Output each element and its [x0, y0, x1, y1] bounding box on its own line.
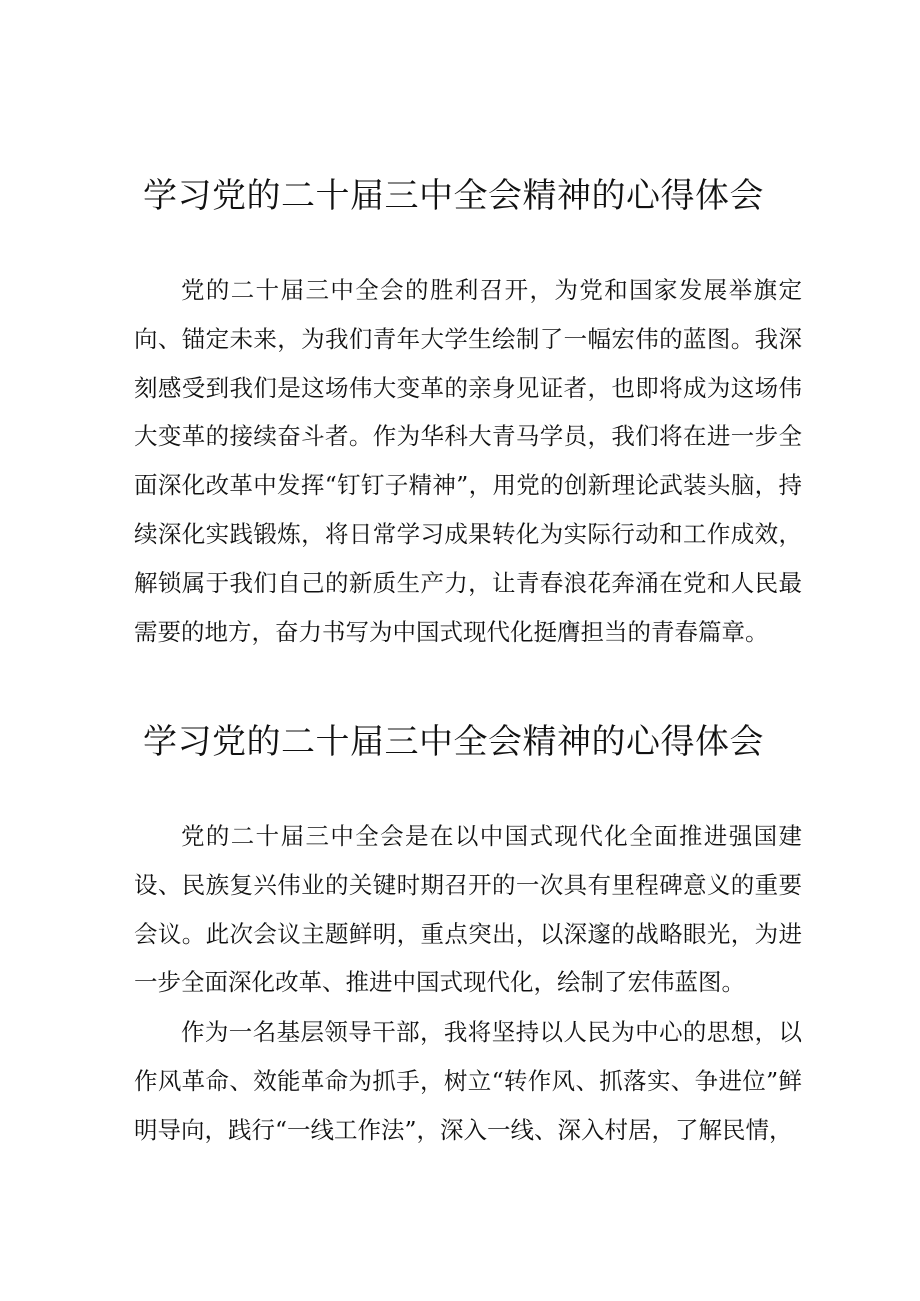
section-1-title: 学习党的二十届三中全会精神的心得体会: [143, 176, 764, 216]
section-2-title: 学习党的二十届三中全会精神的心得体会: [143, 722, 764, 762]
section-2-paragraph-1: 党的二十届三中全会是在以中国式现代化全面推进强国建设、民族复兴伟业的关键时期召开的一次具有里程碑意义的重要会议。此次会议主题鲜明，重点突出，以深邃的战略眼光，为进一步全面深化改革、推进中国式现代化，绘制了宏伟蓝图。: [134, 822, 802, 997]
section-1-paragraph-1: 党的二十届三中全会的胜利召开，为党和国家发展举旗定向、锚定未来，为我们青年大学生绘制了一幅宏伟的蓝图。我深刻感受到我们是这场伟大变革的亲身见证者，也即将成为这场伟大变革的接续奋斗者。作为华科大青马学员，我们将在进一步全面深化改革中发挥“钉钉子精神”，用党的创新理论武装头脑，持续深化实践锻炼，将日常学习成果转化为实际行动和工作成效，解锁属于我们自己的新质生产力，让青春浪花奔涌在党和人民最需要的地方，奋力书写为中国式现代化挺膺担当的青春篇章。: [134, 276, 802, 646]
section-2-paragraph-2: 作为一名基层领导干部，我将坚持以人民为中心的思想，以作风革命、效能革命为抓手，树立“转作风、抓落实、争进位”鲜明导向，践行“一线工作法”，深入一线、深入村居，了解民情，: [134, 1018, 802, 1144]
